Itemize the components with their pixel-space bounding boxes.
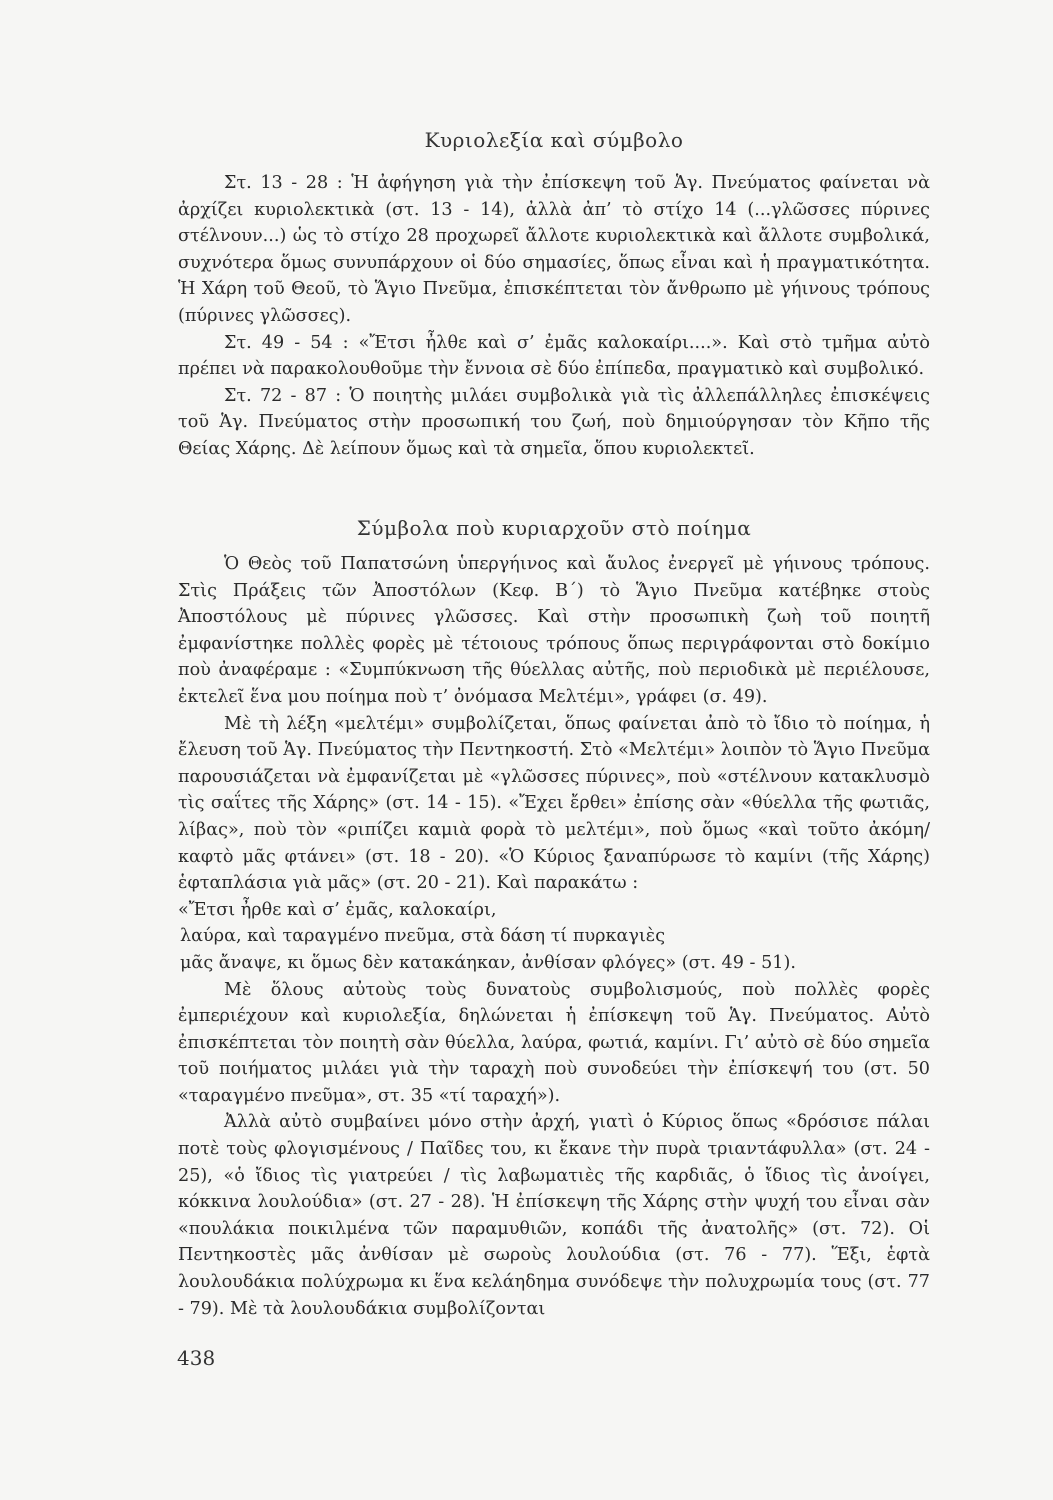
paragraph: Στ. 49 - 54 : «Ἔτσι ἦλθε καὶ σ’ ἐμᾶς καλοκαίρι....». Καὶ στὸ τμῆμα αὐτὸ πρέπει νὰ παρακολουθοῦμε τὴν ἔννοια σὲ δύο ἐπίπεδα, πραγματικὸ καὶ συμβολικό.: [178, 332, 930, 380]
page-number: 438: [177, 1346, 216, 1370]
paragraph: Στ. 13 - 28 : Ἡ ἀφήγηση γιὰ τὴν ἐπίσκεψη τοῦ Ἁγ. Πνεύματος φαίνεται νὰ ἀρχίζει κυριολεκτικὰ (στ. 13 - 14), ἀλλὰ ἀπ’ τὸ στίχο 14 (...γλῶσσες πύρινες στέλνουν...) ὡς τὸ στίχο 28 προχωρεῖ ἄλλοτε κυριολεκτικὰ καὶ ἄλλοτε συμβολικά, συχνότερα ὅμως συνυπάρχουν οἱ δύο σημασίες, ὅπως εἶναι καὶ ἡ πραγματικότητα. Ἡ Χάρη τοῦ Θεοῦ, τὸ Ἅγιο Πνεῦμα, ἐπισκέπτεται τὸν ἄνθρωπο μὲ γήινους τρόπους (πύρινες γλῶσσες).: [178, 173, 930, 326]
section-body-symbols: [178, 551, 930, 1322]
paragraph: Στ. 72 - 87 : Ὁ ποιητὴς μιλάει συμβολικὰ γιὰ τὶς ἀλλεπάλληλες ἐπισκέψεις τοῦ Ἁγ. Πνεύματος στὴν προσωπική του ζωή, ποὺ δημιούργησαν τὸν Κῆπο τῆς Θείας Χάρης. Δὲ λείπουν ὅμως καὶ τὰ σημεῖα, ὅπου κυριολεκτεῖ.: [178, 385, 930, 459]
paragraph: Μὲ ὅλους αὐτοὺς τοὺς δυνατοὺς συμβολισμούς, ποὺ πολλὲς φορὲς ἐμπεριέχουν καὶ κυριολεξία, δηλώνεται ἡ ἐπίσκεψη τοῦ Ἁγ. Πνεύματος. Αὐτὸ ἐπισκέπτεται τὸν ποιητὴ σὰν θύελλα, λαύρα, φωτιά, καμίνι. Γι’ αὐτὸ σὲ δύο σημεῖα τοῦ ποιήματος μιλάει γιὰ τὴν ταραχὴ ποὺ συνοδεύει τὴν ἐπίσκεψή του (στ. 50 «ταραγμένο πνεῦμα», στ. 35 «τί ταραχή»).: [178, 979, 930, 1106]
section-body-literalness: [178, 170, 930, 463]
quote-line: μᾶς ἄναψε, κι ὅμως δὲν κατακάηκαν, ἀνθίσαν φλόγες» (στ. 49 - 51).: [180, 952, 796, 973]
paragraph: Ὁ Θεὸς τοῦ Παπατσώνη ὑπεργήινος καὶ ἄυλος ἐνεργεῖ μὲ γήινους τρόπους. Στὶς Πράξεις τῶν Ἀποστόλων (Κεφ. Β΄) τὸ Ἅγιο Πνεῦμα κατέβηκε στοὺς Ἀποστόλους μὲ πύρινες γλῶσσες. Καὶ στὴν προσωπικὴ ζωὴ τοῦ ποιητῆ ἐμφανίστηκε πολλὲς φορὲς μὲ τέτοιους τρόπους ὅπως περιγράφονται στὸ δοκίμιο ποὺ ἀναφέραμε : «Συμπύκνωση τῆς θύελλας αὐτῆς, ποὺ περιοδικὰ μὲ περιέλουσε, ἐκτελεῖ ἕνα μου ποίημα ποὺ τ’ ὀνόμασα Μελτέμι», γράφει (σ. 49).: [178, 554, 930, 707]
quote-line: λαύρα, καὶ ταραγμένο πνεῦμα, στὰ δάση τί πυρκαγιὲς: [180, 926, 666, 947]
quote-line: «Ἔτσι ἦρθε καὶ σ’ ἐμᾶς, καλοκαίρι,: [178, 899, 497, 920]
section-heading-symbols: Σύμβολα ποὺ κυριαρχοῦν στὸ ποίημα: [356, 516, 752, 540]
paragraph: Ἀλλὰ αὐτὸ συμβαίνει μόνο στὴν ἀρχή, γιατὶ ὁ Κύριος ὅπως «δρόσισε πάλαι ποτὲ τοὺς φλογισμένους / Παῖδες του, κι ἔκανε τὴν πυρὰ τριαντάφυλλα» (στ. 24 - 25), «ὁ ἴδιος τὶς γιατρεύει / τὶς λαβωματιὲς τῆς καρδιᾶς, ὁ ἴδιος τὶς ἀνοίγει, κόκκινα λουλούδια» (στ. 27 - 28). Ἡ ἐπίσκεψη τῆς Χάρης στὴν ψυχή του εἶναι σὰν «πουλάκια ποικιλμένα τῶν παραμυθιῶν, κοπάδι τῆς ἀνατολῆς» (στ. 72). Οἱ Πεντηκοστὲς μᾶς ἀνθίσαν μὲ σωροὺς λουλούδια (στ. 76 - 77). Ἕξι, ἑφτὰ λουλουδάκια πολύχρωμα κι ἕνα κελάηδημα συνόδεψε τὴν πολυχρωμία τους (στ. 77 - 79). Μὲ τὰ λουλουδάκια συμβολίζονται: [178, 1112, 930, 1319]
section-heading-literalness: Κυριολεξία καὶ σύμβολο: [424, 128, 684, 152]
paragraph: Μὲ τὴ λέξη «μελτέμι» συμβολίζεται, ὅπως φαίνεται ἀπὸ τὸ ἴδιο τὸ ποίημα, ἡ ἔλευση τοῦ Ἁγ. Πνεύματος τὴν Πεντηκοστή. Στὸ «Μελτέμι» λοιπὸν τὸ Ἅγιο Πνεῦμα παρουσιάζεται νὰ ἐμφανίζεται μὲ «γλῶσσες πύρινες», ποὺ «στέλνουν κατακλυσμὸ τὶς σαΐτες τῆς Χάρης» (στ. 14 - 15). «Ἔχει ἔρθει» ἐπίσης σὰν «θύελλα τῆς φωτιᾶς, λίβας», ποὺ τὸν «ριπίζει καμιὰ φορὰ τὸ μελτέμι», ποὺ ὅμως «καὶ τοῦτο ἀκόμη/ καφτὸ μᾶς φτάνει» (στ. 18 - 20). «Ὁ Κύριος ξαναπύρωσε τὸ καμίνι (τῆς Χάρης) ἑφταπλάσια γιὰ μᾶς» (στ. 20 - 21). Καὶ παρακάτω :: [178, 713, 930, 894]
